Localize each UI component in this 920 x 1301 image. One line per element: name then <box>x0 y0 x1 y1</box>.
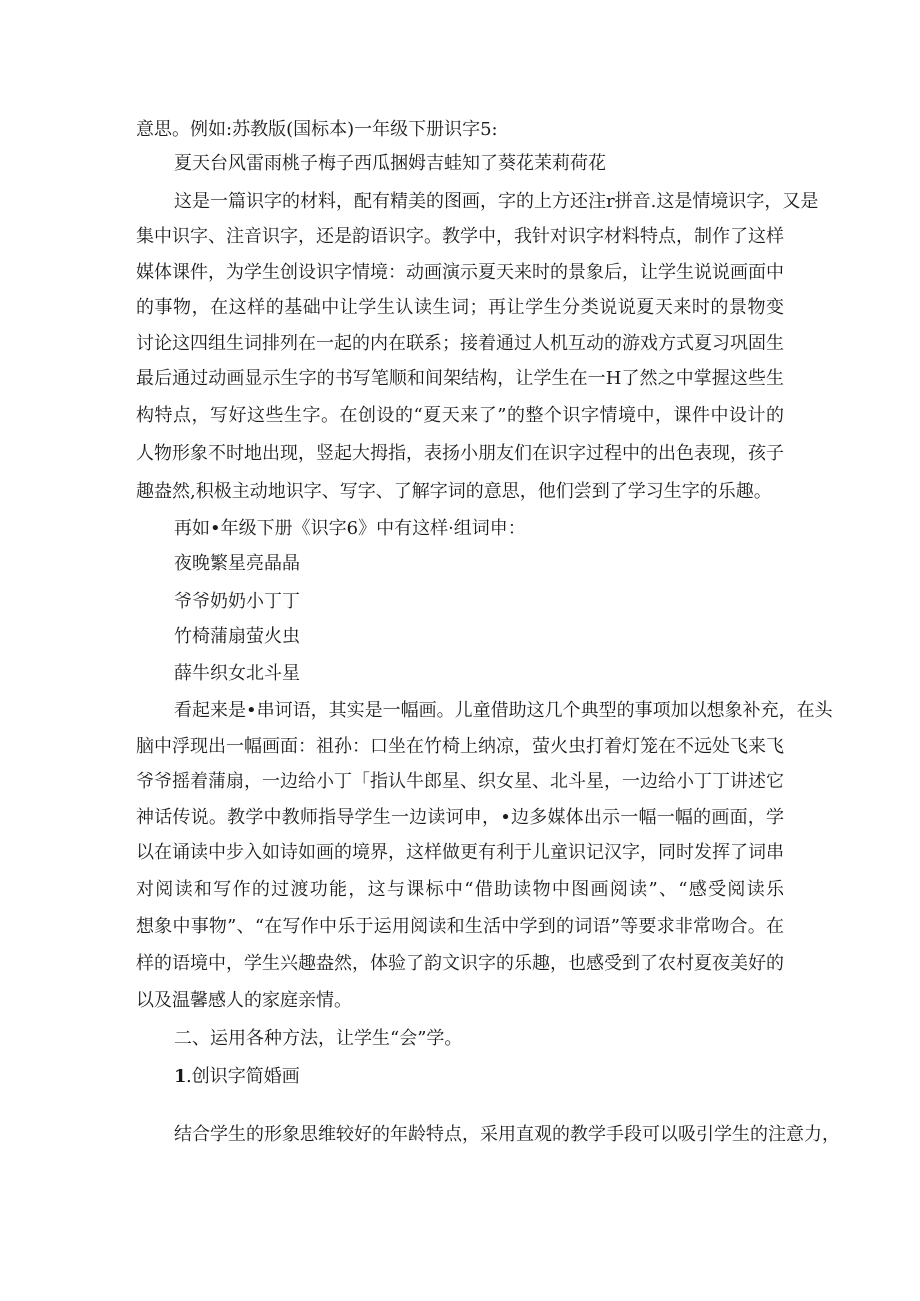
paragraph-line: 趣盎然,积极主动地识字、写字、了解字词的意思，他们尝到了学习生字的乐趣。 <box>136 481 772 502</box>
paragraph-line: 对阅读和写作的过渡功能，这与课标中“借助读物中图画阅读”、“感受阅读乐 <box>136 879 784 900</box>
subsection-heading: .创识字简婚画 <box>186 1066 300 1087</box>
word-series-line: 薛牛织女北斗星 <box>174 663 300 684</box>
word-series-line: 爷爷奶奶小丁丁 <box>174 591 300 612</box>
paragraph-line: 看起来是•串诃语，其实是一幅画。儿童借助这几个典型的事项加以想象补充，在头 <box>174 700 833 721</box>
paragraph-line: 以及温馨感人的家庭亲情。 <box>136 990 352 1011</box>
paragraph-line: 脑中浮现出一幅画面：祖孙：口坐在竹椅上纳凉，萤火虫打着灯笼在不远处飞来飞 <box>136 736 784 757</box>
paragraph-line: 样的语境中，学生兴趣盎然，体验了韵文识字的乐趣，也感受到了农村夏夜美好的 <box>136 953 784 974</box>
paragraph-line: 构特点，写好这些生字。在创设的“夏天来了”的整个识字情境中，课件中设计的 <box>136 405 784 426</box>
paragraph-line: 最后通过动画显示生字的书写笔顺和间架结构，让学生在一H了然之中掌握这些生 <box>136 368 784 389</box>
paragraph-line: 集中识字、注音识字，还是韵语识字。教学中，我针对识字材料特点，制作了这样 <box>136 226 784 247</box>
word-series-line: 夜晚繁星亮晶晶 <box>174 553 300 574</box>
subsection-number: 1 <box>174 1066 187 1087</box>
paragraph-line: 神话传说。教学中教师指导学生一边读诃申，•边多媒体出示一幅一幅的画面，学 <box>136 807 784 828</box>
text-line: 再如•年级下册《识字6》中有这样·组词申： <box>174 518 526 539</box>
paragraph-line: 人物形象不时地出现，竖起大拇指，表扬小朋友们在识字过程中的出色表现，孩子 <box>136 443 784 464</box>
paragraph-line: 结合学生的形象思维较好的年龄特点，采用直观的教学手段可以吸引学生的注意力， <box>174 1124 840 1145</box>
section-heading: 二、运用各种方法，让学生“会”学。 <box>174 1028 463 1049</box>
word-list-line: 夏天台风雷雨桃子梅子西瓜捆姆吉蛙知了葵花茉莉荷花 <box>174 153 606 174</box>
text-line: 意思。例如:苏教版(国标本)一年级下册识字5: <box>136 119 498 140</box>
paragraph-line: 这是一篇识字的材料，配有精美的图画，字的上方还注r拼音.这是情境识字，又是 <box>174 191 819 212</box>
paragraph-line: 想象中事物”、“在写作中乐于运用阅读和生活中学到的词语”等要求非常吻合。在 <box>136 916 784 937</box>
word-series-line: 竹椅蒲扇萤火虫 <box>174 626 300 647</box>
paragraph-line: 媒体课件，为学生创设识字情境：动画演示夏天来时的景象后，让学生说说画面中 <box>136 262 784 283</box>
paragraph-line: 爷爷摇着蒲扇，一边给小丁「指认牛郎星、织女星、北斗星，一边给小丁丁讲述它 <box>136 771 784 792</box>
paragraph-line: 的事物，在这样的基础中让学生认读生词；再让学生分类说说夏天来时的景物变 <box>136 297 784 318</box>
paragraph-line: 讨论这四组生词排列在一起的内在联系；接着通过人机互动的游戏方式夏习巩固生 <box>136 333 784 354</box>
paragraph-line: 以在诵读中步入如诗如画的境界，这样做更有利于儿童识记汉字，同时发挥了词串 <box>136 842 784 863</box>
